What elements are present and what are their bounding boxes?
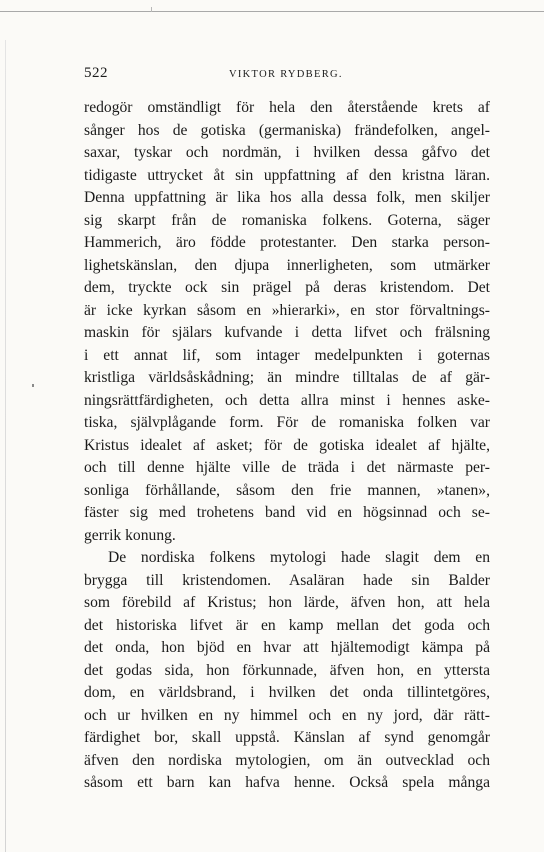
text-line: kristliga världsåskådning; än mindre tilltalas de af gär- [84, 369, 490, 386]
text-line: tidigaste uttrycket åt sin uppfattning af den kristna läran. [84, 166, 490, 184]
text-line: saxar, tyskar och nordmän, i hvilken dessa gåfvo det [84, 144, 490, 161]
text-line: sonliga förhållande, såsom den frie mannen, »tanen», [84, 481, 490, 499]
paragraph-start-line: De nordiska folkens mytologi hade slagit dem en [108, 549, 490, 566]
page-number: 522 [84, 65, 108, 81]
running-head: VIKTOR RYDBERG. [229, 69, 343, 80]
text-line: ningsrättfärdigheten, och detta allra minst i hennes aske- [84, 391, 490, 409]
text-line: brygga till kristendomen. Asaläran hade sin Balder [84, 571, 490, 589]
text-line: och ur hvilken en ny himmel och en ny jord, där rätt- [84, 706, 490, 724]
text-line: äfven den nordiska mytologien, om än outvecklad och [84, 751, 490, 769]
paragraph-end-line: gerrik konung. [84, 526, 176, 544]
text-line: det godas sida, hon förkunnade, äfven hon, en yttersta [84, 661, 490, 679]
text-line: det onda, hon bjöd en hvar att hjältemodigt kämpa på [84, 639, 490, 656]
text-line: sig skarpt från de romaniska folkens. Goterna, säger [84, 211, 490, 229]
text-line: Hammerich, äro födde protestanter. Den starka person- [84, 234, 490, 251]
text-line: Denna uppfattning är lika hos alla dessa folk, men skiljer [84, 189, 490, 206]
body-text [84, 97, 490, 795]
text-line: dom, en världsbrand, i hvilken det onda tillintetgöres, [84, 684, 490, 701]
text-line: maskin för själars kufvande i detta lifvet och frälsning [84, 324, 490, 341]
text-line: och till denne hjälte ville de träda i det närmaste per- [84, 459, 490, 476]
text-line: lighetskänslan, den djupa innerligheten, som utmärker [84, 256, 490, 274]
text-line: såsom ett barn kan hafva henne. Också spela många [84, 774, 490, 791]
top-rule-tick [151, 7, 152, 12]
text-line: är icke kyrkan såsom en »hierarki», en stor förvaltnings- [84, 301, 490, 319]
text-line: fäster sig med trohetens band vid en högsinnad och se- [84, 504, 490, 521]
text-line: i ett annat lif, som intager medelpunkten i goternas [84, 346, 490, 364]
text-line: Kristus idealet af asket; för de gotiska idealet af hjälte, [84, 436, 490, 454]
text-line: tiska, självplågande form. För de romaniska folken var [84, 414, 490, 431]
stray-ink-mark [32, 384, 34, 387]
text-line: dem, tryckte ock sin prägel på deras kristendom. Det [84, 279, 490, 296]
text-line: redogör omständligt för hela den återstående krets af [84, 99, 490, 116]
top-rule [0, 11, 544, 12]
text-line: som förebild af Kristus; hon lärde, äfven hon, att hela [84, 594, 490, 611]
page-edge-shadow [5, 40, 6, 852]
text-line: det historiska lifvet är en kamp mellan det goda och [84, 616, 490, 634]
text-line: färdighet bor, skall uppstå. Känslan af synd genomgår [84, 729, 490, 746]
text-line: sånger hos de gotiska (germaniska) frändefolken, angel- [84, 121, 490, 139]
